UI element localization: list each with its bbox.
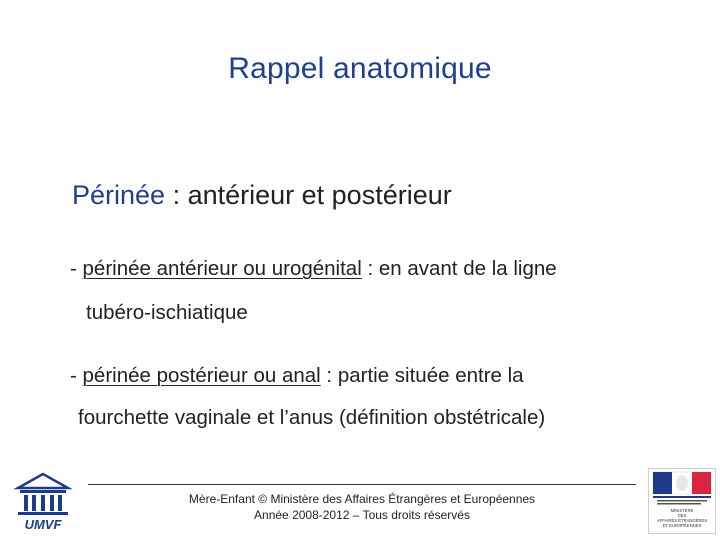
flag-blue	[653, 472, 672, 494]
logo-pediment	[18, 474, 68, 488]
item-1-rest: : en avant de la ligne	[361, 257, 557, 280]
ministry-logo	[648, 468, 716, 534]
item-2-line-1	[70, 364, 524, 388]
ministry-name-line-1: MINISTÈRE	[670, 508, 694, 513]
footer-copyright: Mère-Enfant © Ministère des Affaires Étrangères et Européennes	[188, 492, 536, 506]
item-2-rest: : partie située entre la	[320, 364, 524, 387]
item-2-term: périnée postérieur ou anal	[82, 364, 321, 387]
logo-column	[41, 495, 45, 511]
item-2-line-2: fourchette vaginale et l’anus (définition obstétricale)	[78, 406, 546, 429]
item-1-line-2: tubéro-ischiatique	[86, 301, 248, 324]
item-1-term: périnée antérieur ou urogénital	[82, 257, 362, 280]
subtitle-accent: Périnée	[72, 180, 166, 210]
marianne-profile	[676, 475, 688, 491]
logo-column	[32, 495, 36, 511]
logo-architrave	[20, 490, 66, 493]
ministry-name-line-3: AFFAIRES ÉTRANGÈRES	[656, 518, 708, 523]
item-2-prefix: -	[70, 364, 83, 387]
ministry-name-line-4: ET EUROPÉENNES	[662, 523, 702, 528]
logo-text-line	[657, 503, 701, 505]
slide-subtitle	[72, 180, 452, 211]
umvf-logo-graphic	[12, 470, 74, 532]
logo-column	[58, 495, 62, 511]
logo-column	[50, 495, 54, 511]
footer-divider	[88, 484, 636, 485]
footer-years: Année 2008-2012 – Tous droits réservés	[254, 508, 470, 522]
logo-base	[18, 512, 68, 515]
ministry-logo-graphic	[649, 469, 715, 533]
ministry-name-line-2: DES	[677, 513, 687, 518]
logo-bar	[653, 496, 711, 498]
umvf-logo	[12, 470, 74, 532]
flag-red	[692, 472, 711, 494]
logo-wordmark: UMVF	[24, 517, 62, 532]
item-1-prefix: -	[70, 257, 83, 280]
slide-title: Rappel anatomique	[228, 52, 492, 85]
item-1-line-1	[70, 257, 557, 281]
logo-column	[24, 495, 28, 511]
logo-text-line	[657, 500, 707, 502]
subtitle-rest: : antérieur et postérieur	[165, 180, 452, 210]
